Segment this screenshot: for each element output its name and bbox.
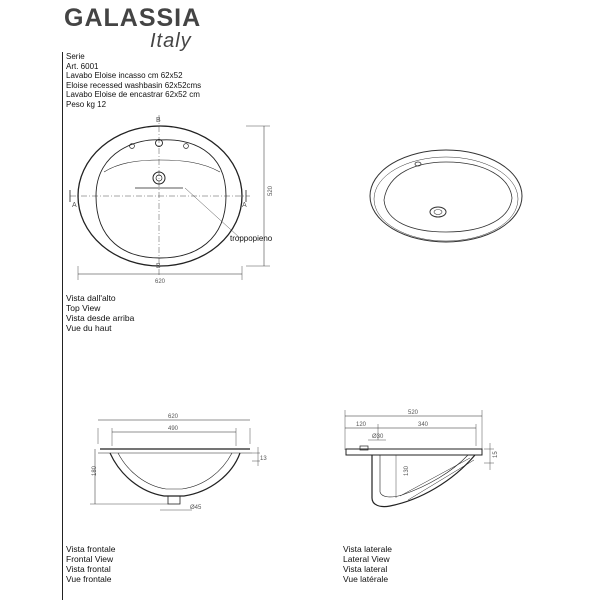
front-drain-dim: Ø45 xyxy=(190,505,202,511)
front-inner-dim: 490 xyxy=(168,426,179,432)
top-view-inner-bowl xyxy=(96,140,226,258)
top-view-label-it: Vista dall'alto xyxy=(66,293,116,303)
perspective-drain xyxy=(430,207,446,217)
side-view-label-it: Vista laterale xyxy=(343,544,392,554)
top-width-dim: 620 xyxy=(155,279,166,285)
spec-name-es: Lavabo Eloise de encastrar 62x52 cm xyxy=(66,90,200,100)
section-b-bottom: B xyxy=(156,263,161,270)
front-view-drawing xyxy=(90,420,260,510)
section-a-right: A xyxy=(242,202,247,209)
spec-weight: Peso kg 12 xyxy=(66,99,107,109)
side-bowl xyxy=(372,455,475,507)
front-rim-dim: 13 xyxy=(260,456,267,462)
perspective-bowl xyxy=(384,162,512,232)
front-outer-dim: 620 xyxy=(168,414,179,420)
section-b-top: B xyxy=(156,117,161,124)
top-view-drawing xyxy=(70,115,270,280)
front-bowl xyxy=(110,453,240,496)
brand-name: GALASSIA xyxy=(64,4,202,32)
front-view-label-en: Frontal View xyxy=(66,554,114,564)
tap-hole-right xyxy=(184,144,189,149)
side-inner-dim: 340 xyxy=(418,422,429,428)
top-view-label-fr: Vue du haut xyxy=(66,323,112,333)
side-offset-dim: 120 xyxy=(356,422,367,428)
side-rim-dim: 15 xyxy=(493,451,499,458)
front-view-caption xyxy=(66,544,115,584)
top-view-deck xyxy=(104,160,220,172)
brand-origin: Italy xyxy=(150,30,192,52)
top-view-label-en: Top View xyxy=(66,303,101,313)
overflow-leader xyxy=(185,188,240,238)
section-a-left: A xyxy=(72,202,77,209)
overflow-label: troppopieno xyxy=(230,234,273,243)
spec-name-en: Eloise recessed washbasin 62x52cms xyxy=(66,80,202,90)
top-view-caption xyxy=(66,293,134,333)
side-outer-dim: 520 xyxy=(408,410,419,416)
spec-series: Serie xyxy=(66,52,85,61)
perspective-outer-rim xyxy=(370,150,522,242)
top-view-label-es: Vista desde arriba xyxy=(66,313,135,323)
front-view-label-fr: Vue frontale xyxy=(66,574,112,584)
front-drain xyxy=(168,496,180,504)
side-view-label-es: Vista lateral xyxy=(343,564,388,574)
side-overflow-channel xyxy=(400,458,470,496)
side-view-caption xyxy=(343,544,392,584)
front-depth-dim: 180 xyxy=(92,465,98,476)
side-view-label-en: Lateral View xyxy=(343,554,390,564)
front-view-label-es: Vista frontal xyxy=(66,564,111,574)
spec-name-it: Lavabo Eloise incasso cm 62x52 xyxy=(66,71,183,81)
side-view-label-fr: Vue latérale xyxy=(343,574,389,584)
side-hole-dim: Ø30 xyxy=(372,434,384,440)
perspective-view xyxy=(370,150,522,242)
spec-article: Art. 6001 xyxy=(66,61,99,71)
top-height-dim: 520 xyxy=(268,185,274,196)
side-depth-dim: 130 xyxy=(404,465,410,476)
front-view-label-it: Vista frontale xyxy=(66,544,116,554)
